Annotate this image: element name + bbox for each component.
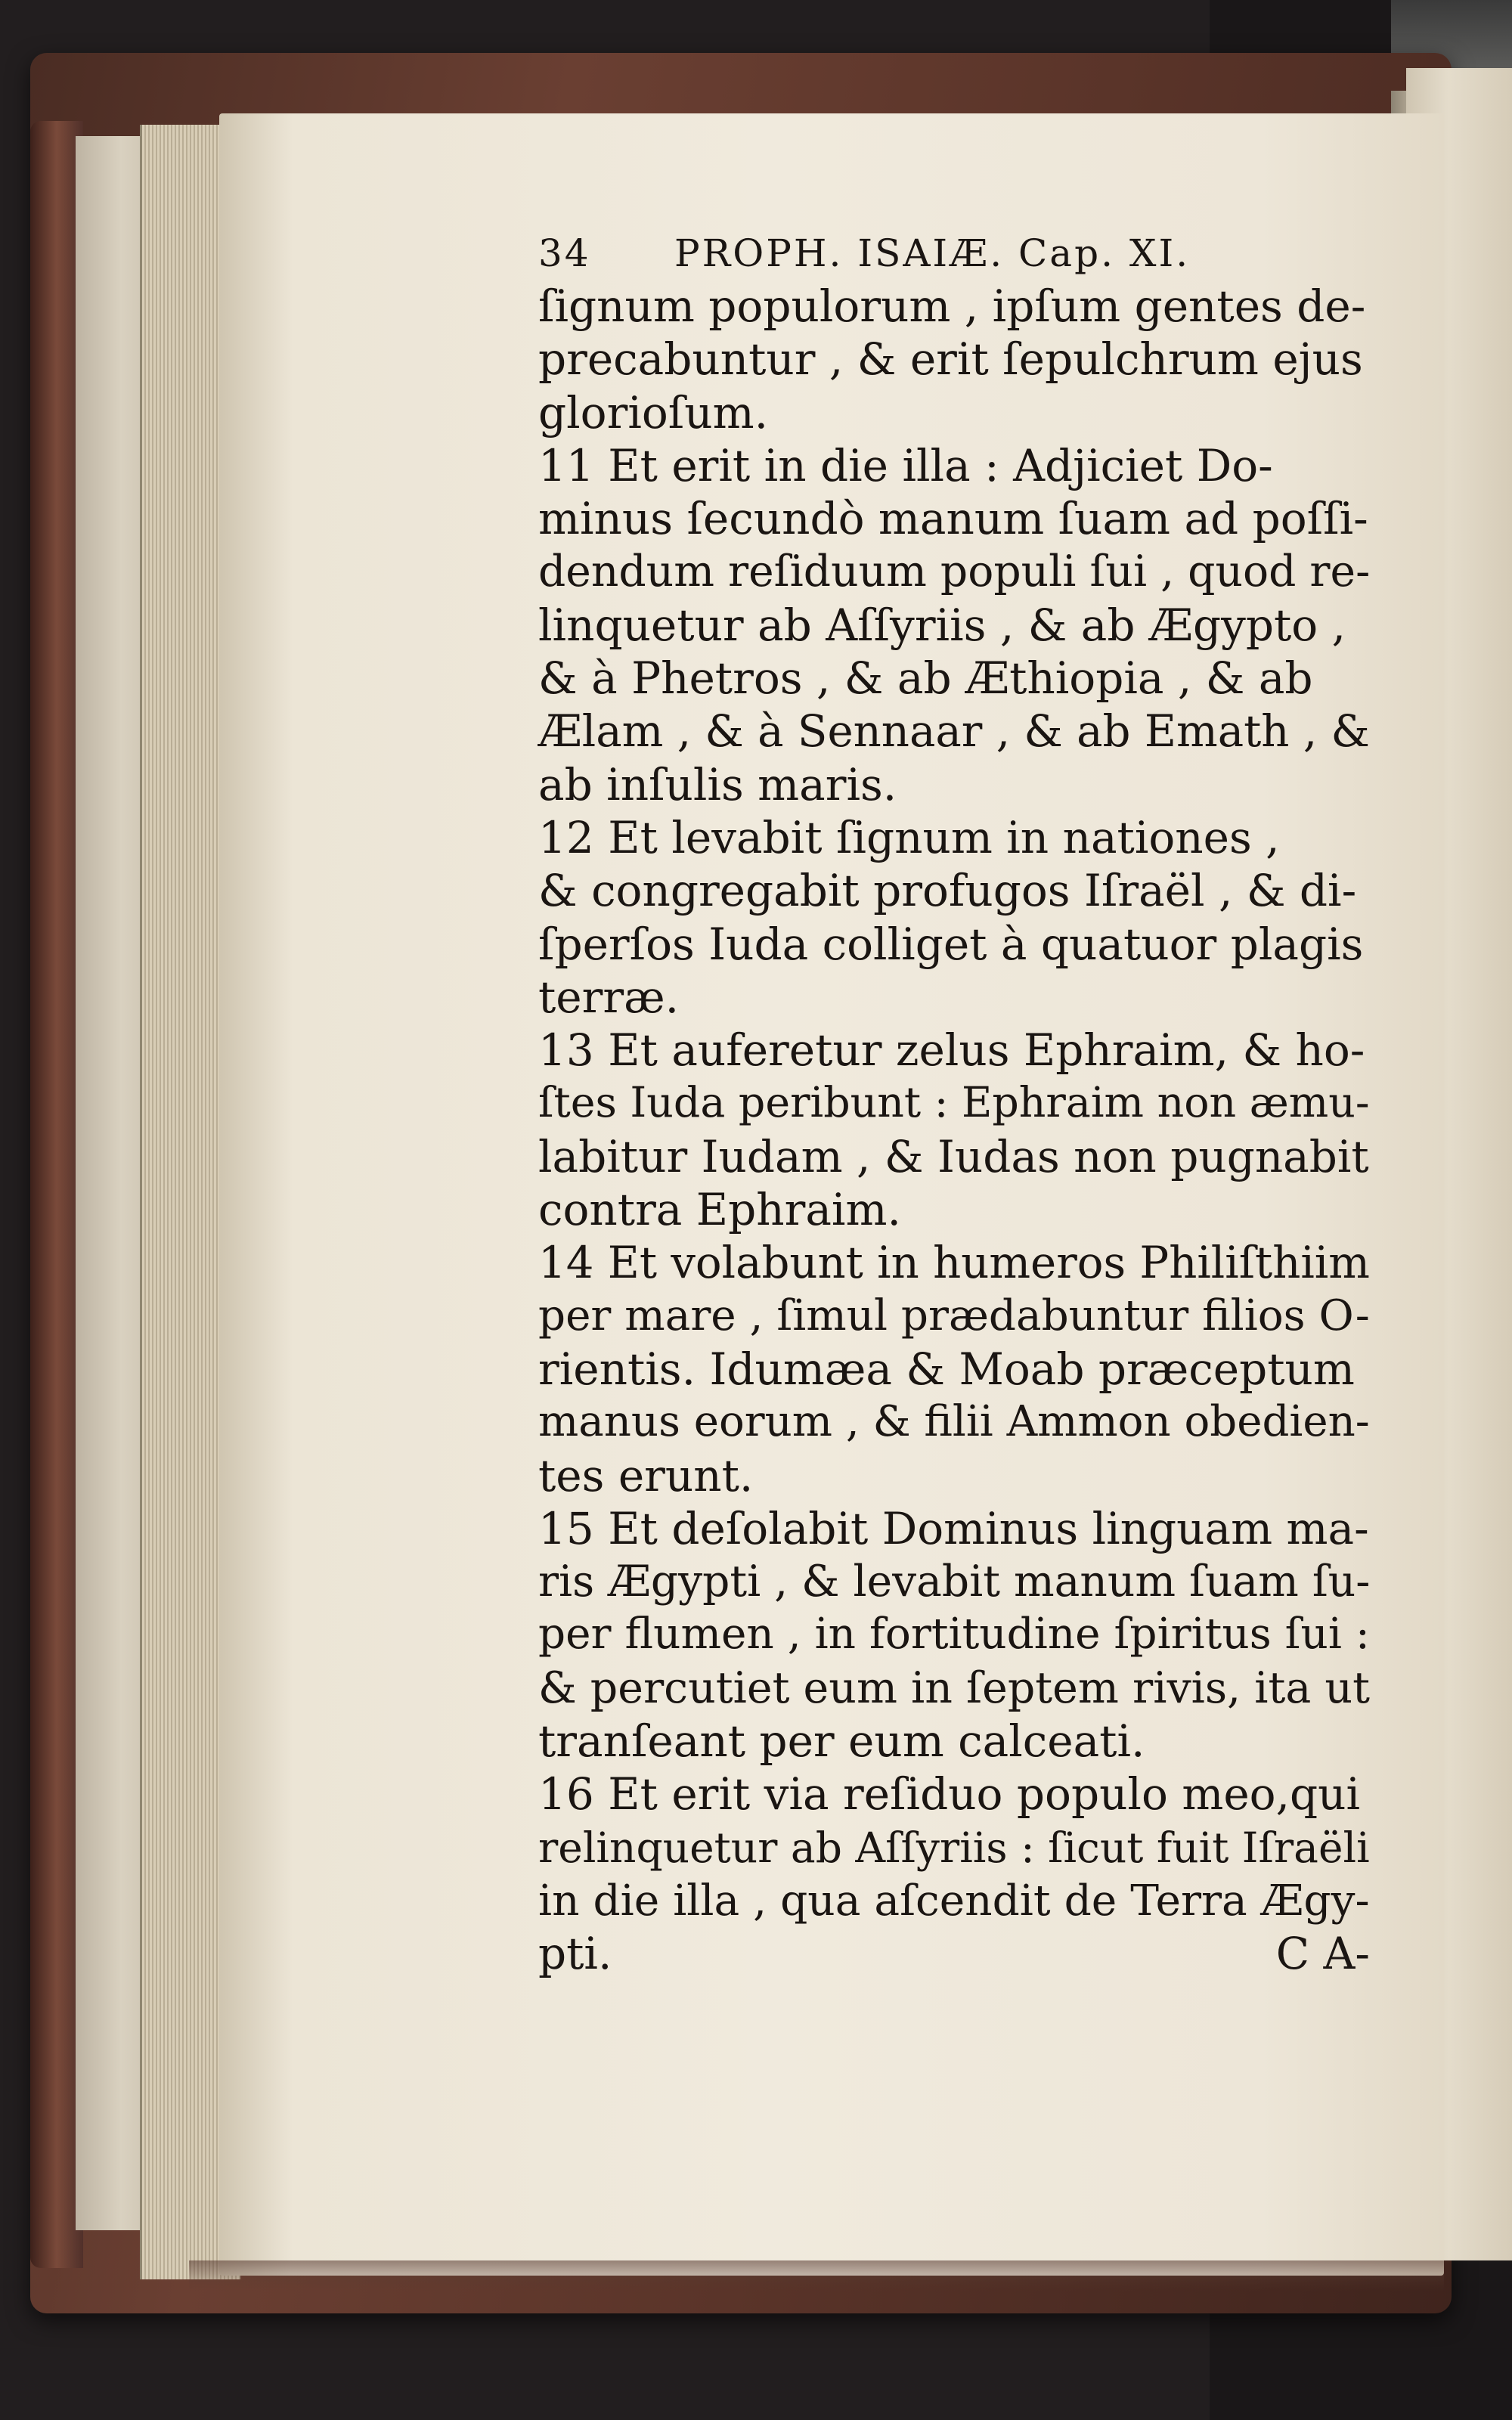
last-line-text: pti. (538, 1928, 612, 1980)
running-head: PROPH. ISAIÆ. Cap. XI. (674, 231, 1191, 275)
text-line: ſignum populorum , ipſum gentes de- (538, 280, 1366, 332)
last-line-row (538, 1927, 1370, 1980)
text-line: & à Phetros , & ab Æthiopia , & ab (538, 652, 1313, 705)
page-number: 34 (538, 231, 591, 275)
text-line: & percutiet eum in ſeptem rivis, ita ut (538, 1662, 1370, 1713)
body-text (538, 280, 1370, 1927)
text-line: ab inſulis maris. (538, 758, 897, 810)
text-line: tes erunt. (538, 1449, 754, 1501)
text-line: 13 Et auferetur zelus Ephraim, & ho- (538, 1024, 1365, 1077)
text-line: ſtes Iuda peribunt : Ephraim non æmu- (538, 1079, 1370, 1128)
text-line: glorioſum. (538, 386, 769, 438)
text-line: ris Ægypti , & levabit manum ſuam ſu- (538, 1557, 1371, 1607)
text-line: 16 Et erit via reſiduo populo meo,qui (538, 1768, 1361, 1820)
text-line: tranſeant per eum calceati. (538, 1715, 1145, 1768)
text-line: 14 Et volabunt in humeros Philiſthiim (538, 1237, 1370, 1289)
text-line: & congregabit profugos Iſraël , & di- (538, 865, 1357, 917)
text-line: 12 Et levabit ſignum in nationes , (538, 811, 1280, 863)
text-line: labitur Iudam , & Iudas non pugnabit (538, 1130, 1369, 1182)
text-line: linquetur ab Aſſyriis , & ab Ægypto , (538, 599, 1346, 651)
page-header (538, 227, 1370, 280)
text-line: 11 Et erit in die illa : Adjiciet Do- (538, 439, 1273, 491)
text-line: dendum reſiduum populi ſui , quod re- (538, 547, 1371, 597)
page-shadow (189, 2260, 1444, 2291)
text-line: contra Ephraim. (538, 1184, 901, 1236)
text-line: ſperſos Iuda colliget à quatuor plagis (538, 918, 1364, 970)
text-line: manus eorum , & filii Ammon obedien- (538, 1397, 1370, 1447)
text-line: rientis. Idumæa & Moab præceptum (538, 1343, 1355, 1395)
text-line: terræ. (538, 971, 680, 1023)
text-line: per mare , ſimul prædabuntur filios O- (538, 1291, 1370, 1340)
text-line: precabuntur , & erit ſepulchrum ejus (538, 333, 1363, 386)
text-line: per flumen , in fortitudine ſpiritus ſui : (538, 1610, 1370, 1659)
catchword: C A- (1275, 1928, 1370, 1980)
page-text-block (538, 227, 1370, 1981)
text-line: 15 Et deſolabit Dominus linguam ma- (538, 1502, 1369, 1554)
text-line: minus ſecundò manum ſuam ad poſſi- (538, 493, 1368, 545)
text-line: Ælam , & à Sennaar , & ab Emath , & (538, 705, 1370, 758)
text-line: in die illa , qua aſcendit de Terra Ægy- (538, 1875, 1370, 1926)
text-line: relinquetur ab Aſſyriis : ſicut fuit Iſraëli (538, 1823, 1370, 1872)
